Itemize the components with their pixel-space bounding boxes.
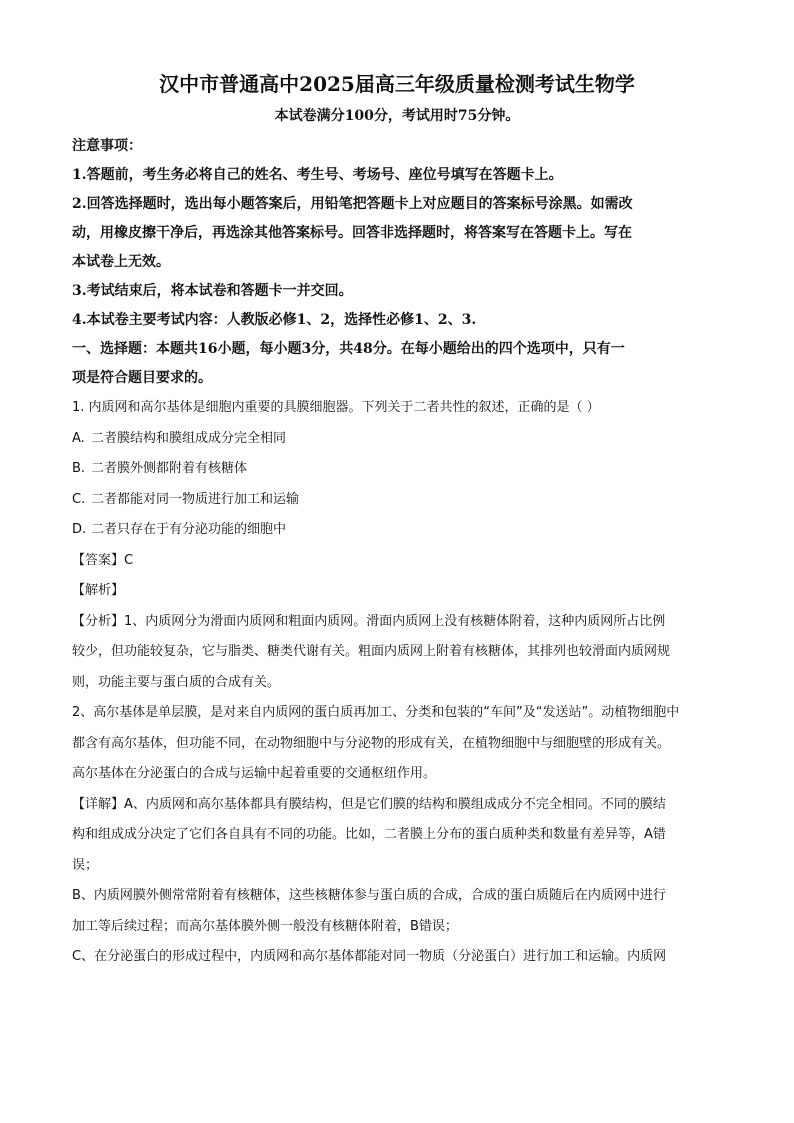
analysis-line: 【详解】A、内质网和高尔基体都具有膜结构，但是它们膜的结构和膜组成成分不完全相同。不同的膜结 — [72, 796, 666, 812]
note-line: 本试卷上无效。 — [72, 254, 170, 270]
note-line: 动，用橡皮擦干净后，再选涂其他答案标号。回答非选择题时，将答案写在答题卡上。写在 — [72, 225, 632, 241]
exam-info: 本试卷满分100分，考试用时75分钟。 — [274, 108, 520, 124]
analysis-line: 2、高尔基体是单层膜，是对来自内质网的蛋白质再加工、分类和包装的“车间”及“发送站”。动植物细胞中 — [72, 705, 680, 720]
option-a — [72, 424, 722, 455]
question-stem: 1. 内质网和高尔基体是细胞内重要的具膜细胞器。下列关于二者共性的叙述，正确的是（ ） — [72, 400, 600, 415]
note-line: 1.答题前，考生务必将自己的姓名、考生号、考场号、座位号填写在答题卡上。 — [72, 167, 563, 183]
analysis-line: 高尔基体在分泌蛋白的合成与运输中起着重要的交通枢纽作用。 — [72, 766, 437, 781]
note-line: 2.回答选择题时，选出每小题答案后，用铅笔把答题卡上对应题目的答案标号涂黑。如需改 — [72, 196, 633, 212]
document-page — [72, 70, 722, 973]
option-text: 二者都能对同一物质进行加工和运输 — [91, 491, 300, 507]
option-letter: C. — [72, 491, 86, 507]
analysis-label: 【解析】 — [72, 583, 125, 598]
analysis-line: C、在分泌蛋白的形成过程中，内质网和高尔基体都能对同一物质（分泌蛋白）进行加工和运输。内质网 — [72, 949, 667, 964]
option-c — [72, 485, 722, 516]
analysis-line: 【分析】1、内质网分为滑面内质网和粗面内质网。滑面内质网上没有核糖体附着，这种内质网所占比例 — [72, 613, 666, 629]
option-b — [72, 454, 722, 485]
section-heading: 一、选择题：本题共16小题，每小题3分，共48分。在每小题给出的四个选项中，只有一 — [72, 341, 625, 357]
note-line: 3.考试结束后，将本试卷和答题卡一并交回。 — [72, 283, 353, 299]
analysis-line: 都含有高尔基体，但功能不同，在动物细胞中与分泌物的形成有关，在植物细胞中与细胞壁的形成有关。 — [72, 735, 671, 751]
section-heading-cont: 项是符合题目要求的。 — [72, 370, 212, 386]
option-text: 二者只存在于有分泌功能的细胞中 — [91, 522, 287, 537]
analysis-line: B、内质网膜外侧常常附着有核糖体，这些核糖体参与蛋白质的合成，合成的蛋白质随后在内质网中进行 — [72, 888, 666, 903]
analysis-line: 较少，但功能较复杂，它与脂类、糖类代谢有关。粗面内质网上附着有核糖体，其排列也较滑面内质网规 — [72, 644, 671, 659]
analysis-line: 误； — [72, 857, 99, 873]
note-line: 4.本试卷主要考试内容：人教版必修1、2，选择性必修1、2、3. — [72, 312, 477, 328]
option-letter: B. — [72, 461, 86, 476]
answer-line: 【答案】C — [72, 552, 134, 568]
analysis-line: 构和组成成分决定了它们各自具有不同的功能。比如，二者膜上分布的蛋白质种类和数量有差异等，A错 — [72, 827, 666, 842]
option-text: 二者膜结构和膜组成成分完全相同 — [91, 430, 287, 446]
analysis-line: 则，功能主要与蛋白质的合成有关。 — [72, 674, 281, 690]
analysis-line: 加工等后续过程；而高尔基体膜外侧一般没有核糖体附着，B错误； — [72, 918, 458, 934]
option-text: 二者膜外侧都附着有核糖体 — [91, 461, 248, 476]
option-d — [72, 515, 722, 546]
option-letter: A. — [72, 430, 85, 446]
notes-heading: 注意事项： — [72, 138, 142, 154]
option-letter: D. — [72, 522, 87, 537]
page-title: 汉中市普通高中2025届高三年级质量检测考试生物学 — [159, 72, 635, 96]
